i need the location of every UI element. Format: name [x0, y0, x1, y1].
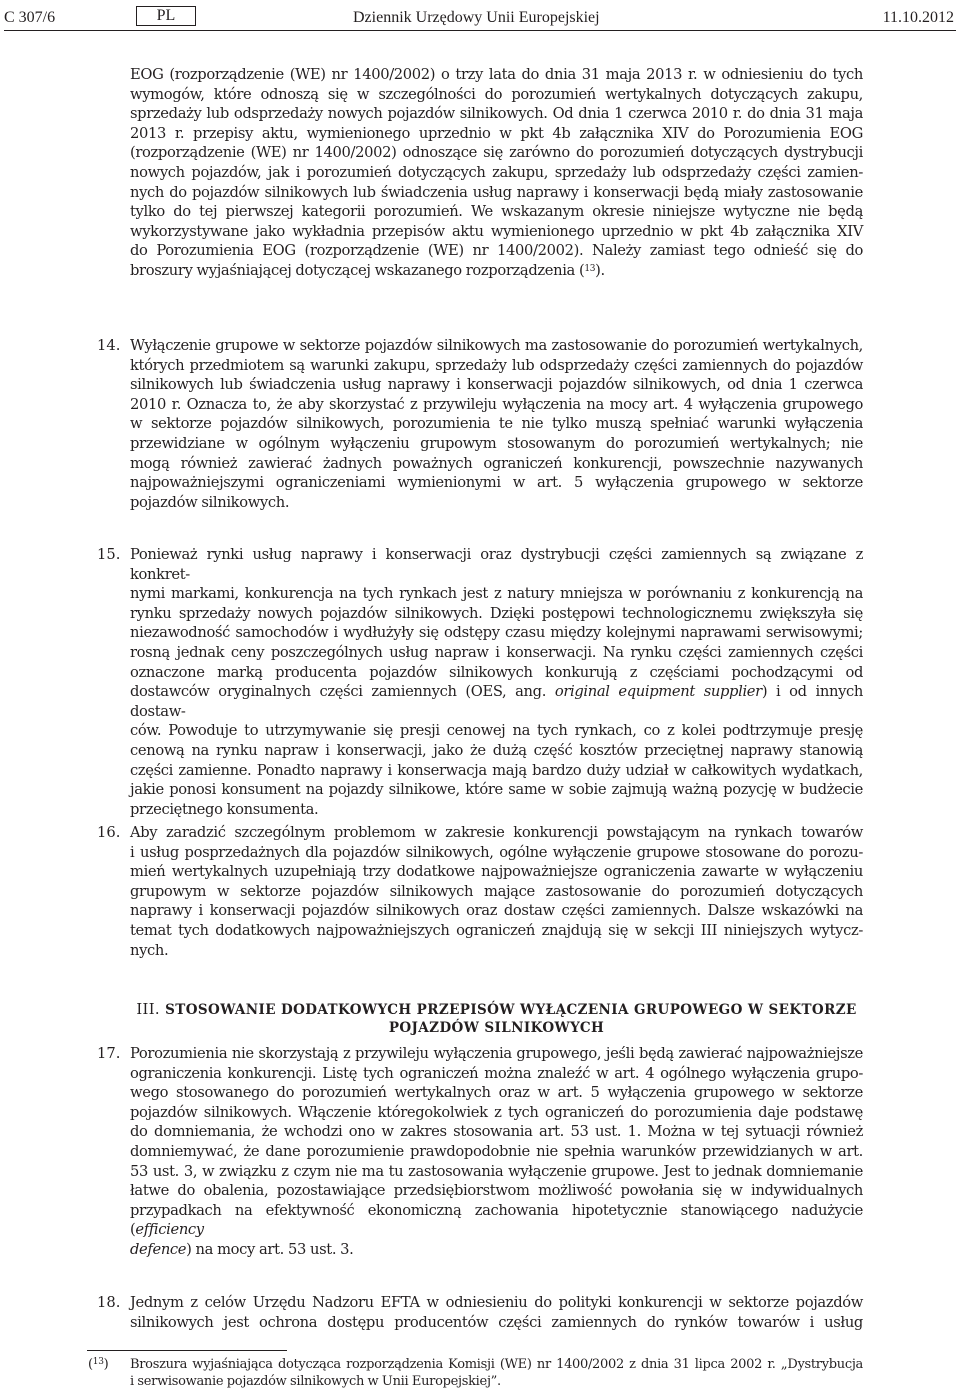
- footnote-ref[interactable]: 13: [584, 263, 596, 274]
- italic-term: efficiency: [135, 1221, 204, 1239]
- header-divider: [4, 30, 956, 31]
- text-span: dostawców oryginalnych części zamiennych (OES, ang.: [130, 683, 555, 701]
- text-line: 53 ust. 3, w związku z czym nie ma tu zastosowania wyłączenie grupowe. Jest to jednak domniemanie: [130, 1162, 863, 1180]
- text-line: mogą również zawierać żadnych poważnych ograniczeń konkurencji, powszechnie nazywanych: [130, 454, 863, 472]
- text-line: Wyłączenie grupowe w sektorze pojazdów silnikowych ma zastosowanie do porozumień wertykalnych,: [130, 337, 863, 354]
- text-line: mień wertykalnych uzupełniają trzy dodatkowe najpoważniejsze ograniczenia zawarte w wyłączeniu: [130, 863, 863, 881]
- text-line: wykorzystywane jako wykładnia przepisów aktu wymienionego uprzednio w pkt 4b załącznika XIV: [130, 222, 863, 240]
- paragraph-number: 16.: [97, 824, 121, 841]
- text-line: do Porozumienia EOG (rozporządzenie (WE) nr 1400/2002). Należy zamiast tego odnieść się do: [130, 242, 863, 260]
- text-line: ograniczenia konkurencji. Listę tych ograniczeń można znaleźć w art. 4 ogólnego wyłączenia grupo-: [130, 1064, 863, 1082]
- page-number: C 307/6: [4, 9, 56, 26]
- text-line: 2013 r. przepisy aktu, wymienionego uprzednio w pkt 4b załącznika XIV do Porozumienia EOG: [130, 124, 863, 142]
- text-span: ).: [595, 261, 605, 279]
- text-line: i usług posprzedażnych dla pojazdów silnikowych, ogólne wyłączenie grupowe stosowane do porozu-: [130, 843, 863, 861]
- footnote-number: 13: [92, 1357, 104, 1367]
- text-line: Aby zaradzić szczególnym problemom w zakresie konkurencji powstającym na rynkach towarów: [130, 824, 863, 841]
- issue-date: 11.10.2012: [882, 9, 954, 26]
- text-line: których przedmiotem są warunki zakupu, sprzedaży lub odsprzedaży części zamiennych do pojazdów: [130, 356, 863, 374]
- text-line: ców. Powoduje to utrzymywanie się presji cenowej na tych rynkach, co z kolei podtrzymuje presję: [130, 722, 863, 740]
- footnote-divider: [87, 1350, 287, 1351]
- paragraph-number: 15.: [97, 546, 121, 563]
- text-line: [130, 1240, 863, 1260]
- paragraph-16: [130, 823, 863, 960]
- journal-title: Dziennik Urzędowy Unii Europejskiej: [353, 9, 600, 26]
- text-line: domniemywać, że dane porozumienie prawdopodobnie nie spełnia warunków przewidzianych w art.: [130, 1142, 863, 1160]
- text-line: (rozporządzenie (WE) nr 1400/2002) odnoszące się zarówno do porozumień dotyczących dystrybucji: [130, 144, 863, 162]
- text-line: przeciętnego konsumenta.: [130, 800, 319, 818]
- text-line: nych.: [130, 941, 169, 959]
- text-line: pojazdów silnikowych. Włączenie któregokolwiek z tych ograniczeń do porozumienia daje podstawę: [130, 1103, 863, 1121]
- text-line: sprzedaży lub odsprzedaży nowych pojazdów silnikowych. Od dnia 1 czerwca 2010 r. do dnia 31 maja: [130, 105, 863, 123]
- section-heading: [130, 1001, 863, 1037]
- text-line: łatwe do obalenia, pozostawiające przedsiębiorstwom możliwość powołania się w indywidualnych: [130, 1182, 863, 1200]
- text-line: nowych pojazdów, jak i porozumień dotyczących zakupu, sprzedaży lub odsprzedaży części zamien-: [130, 163, 863, 181]
- text-line: nych do pojazdów silnikowych lub świadczenia usług naprawy i konserwacji będą miały zastosowanie: [130, 183, 863, 201]
- text-span: ) i od innych dostaw-: [130, 683, 864, 720]
- text-line: najpoważniejszymi ograniczeniami wymienionymi w art. 5 wyłączenia grupowego w sektorze: [130, 474, 863, 492]
- text-line: [130, 1201, 863, 1240]
- italic-term: defence: [130, 1240, 187, 1258]
- text-line: grupowym w sektorze pojazdów silnikowych mające zastosowanie do porozumień dotyczących: [130, 882, 863, 900]
- page-header: [4, 6, 956, 30]
- section-numeral: III.: [136, 1001, 161, 1018]
- text-line: 2010 r. Oznacza to, że aby skorzystać z przywileju wyłączenia na mocy art. 4 wyłączenia grupowego: [130, 395, 863, 413]
- text-line: nymi markami, konkurencja na tych rynkach jest z natury mniejsza w porównaniu z konkurencją na: [130, 585, 863, 603]
- paragraph-18: [130, 1293, 863, 1332]
- text-line: oznaczone marką producenta pojazdów silnikowych konkurują z częściami pochodzącymi od: [130, 663, 863, 681]
- text-line: rynku sprzedaży nowych pojazdów silnikowych. Dzięki postępowi technologicznemu zwiększyła się: [130, 604, 863, 622]
- paragraph-number: 17.: [97, 1045, 121, 1062]
- text-span: broszury wyjaśniającej dotyczącej wskazanego rozporządzenia (: [130, 261, 585, 279]
- text-line: wego stosowanego do porozumień wertykalnych oraz w art. 5 wyłączenia grupowego w sektorze: [130, 1084, 863, 1102]
- paragraph-number: 18.: [97, 1294, 121, 1311]
- footnote-mark: [88, 1356, 108, 1373]
- text-line: wymogów, które odnoszą się w szczególności do porozumień wertykalnych dotyczących zakupu,: [130, 85, 863, 103]
- text-line: części zamienne. Ponadto naprawy i konserwacja mają bardzo duży udział w całkowitych wydatkach,: [130, 761, 863, 779]
- text-line: EOG (rozporządzenie (WE) nr 1400/2002) o trzy lata do dnia 31 maja 2013 r. w odniesieniu do tych: [130, 66, 863, 83]
- text-line: przewidziane w ogólnym wyłączeniu grupowym stosowanym do porozumień wertykalnych; nie: [130, 434, 863, 452]
- section-title-line-2: POJAZDÓW SILNIKOWYCH: [388, 1020, 605, 1036]
- footnote-text-line-2: i serwisowanie pojazdów silnikowych w Unii Europejskiej”.: [130, 1374, 501, 1389]
- text-line: do domniemania, że wchodzi ono w zakres stosowania art. 53 ust. 1. Można w tej sytuacji również: [130, 1123, 863, 1141]
- paragraph-17: [130, 1044, 863, 1260]
- text-line: temat tych dodatkowych najpoważniejszych ograniczeń znajdują się w sekcji III niniejszych wytycz-: [130, 921, 863, 939]
- text-line: [130, 682, 863, 721]
- paragraph-15: [130, 545, 863, 819]
- text-line: [130, 261, 863, 281]
- paragraph-number: 14.: [97, 337, 121, 354]
- text-line: niezawodność samochodów i wydłużyły się odstępy czasu między kolejnymi naprawami serwisowymi;: [130, 624, 863, 642]
- text-line: rosną jednak ceny poszczególnych usług napraw i konserwacji. Na rynku części zamiennych części: [130, 643, 863, 661]
- text-line: silnikowych jest ochrona dostępu producentów części zamiennych do rynków towarów i usług: [130, 1313, 863, 1331]
- text-line: pojazdów silnikowych.: [130, 493, 290, 511]
- footnote-text: Broszura wyjaśniająca dotycząca rozporządzenia Komisji (WE) nr 1400/2002 z dnia 31 lipca 2002 r. „Dystrybucja: [130, 1357, 863, 1372]
- text-line: cenową na rynku napraw i konserwacji, jako że dużą część kosztów przeciętnej naprawy stanowią: [130, 741, 863, 759]
- italic-term: original equipment supplier: [554, 683, 762, 701]
- paragraph-14: [130, 336, 863, 512]
- text-line: Porozumienia nie skorzystają z przywileju wyłączenia grupowego, jeśli będą zawierać najpoważniejsze: [130, 1045, 863, 1062]
- language-badge: PL: [136, 6, 196, 26]
- text-line: silnikowych lub świadczenia usług naprawy i konserwacji pojazdów silnikowych, od dnia 1 czerwca: [130, 376, 863, 394]
- paragraph-continuation: [130, 65, 863, 281]
- text-line: Jednym z celów Urzędu Nadzoru EFTA w odniesieniu do polityki konkurencji w sektorze pojazdów: [130, 1294, 863, 1311]
- text-span: (: [88, 1357, 93, 1372]
- text-span: ): [103, 1357, 109, 1372]
- text-span: przypadkach na efektywność ekonomiczną zachowania hipotetycznie stanowiącego nadużycie (: [130, 1201, 863, 1239]
- section-heading-line: [130, 1001, 863, 1019]
- text-line: naprawy i konserwacji pojazdów silnikowych oraz dostaw części zamiennych. Dalsze wskazówki na: [130, 902, 863, 920]
- text-span: ) na mocy art. 53 ust. 3.: [186, 1240, 354, 1258]
- section-title: STOSOWANIE DODATKOWYCH PRZEPISÓW WYŁĄCZENIA GRUPOWEGO W SEKTORZE: [165, 1002, 857, 1018]
- text-line: jakie ponosi konsument na pojazdy silnikowe, które same w sobie zajmują ważną pozycję w budżecie: [130, 781, 863, 799]
- text-line: tylko do tej pierwszej kategorii porozumień. We wskazanym okresie niniejsze wytyczne nie będą: [130, 203, 863, 221]
- text-line: Ponieważ rynki usług naprawy i konserwacji oraz dystrybucji części zamiennych są związane z konkret-: [130, 546, 863, 583]
- text-line: w sektorze pojazdów silnikowych, porozumienia te nie tylko muszą spełniać warunki wyłączenia: [130, 415, 863, 433]
